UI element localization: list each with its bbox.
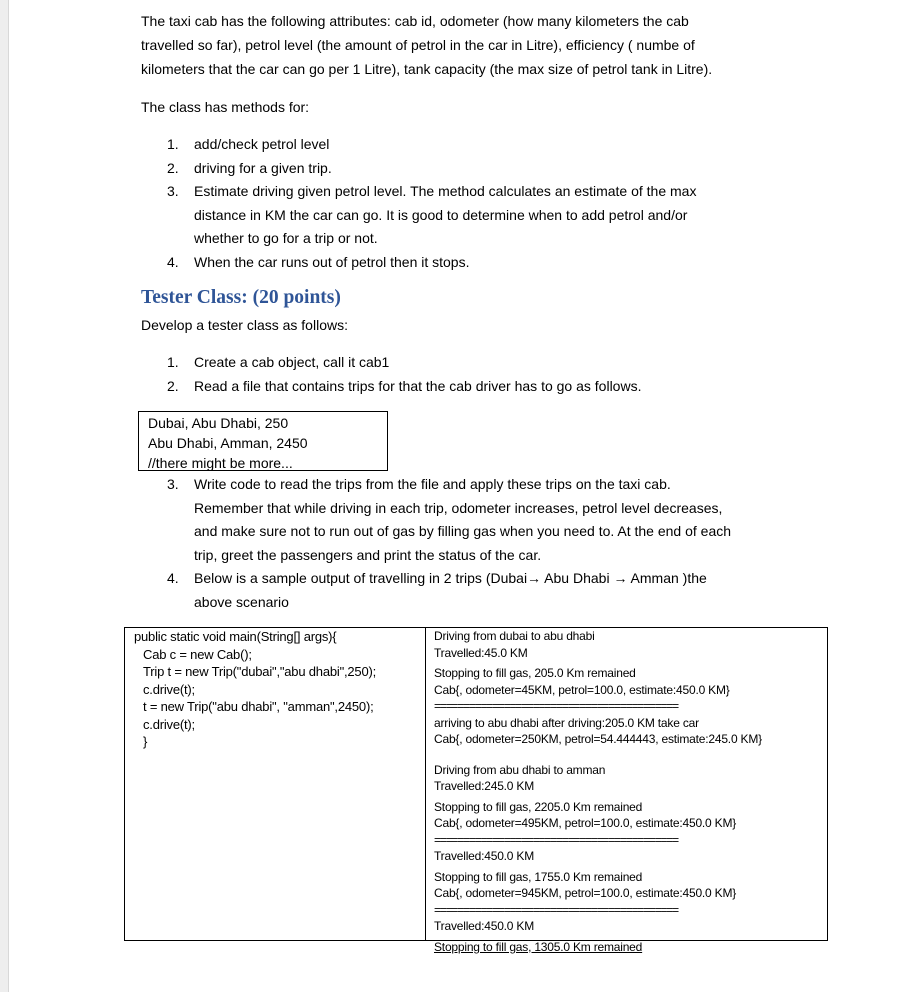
methods-list <box>167 133 797 274</box>
tester-steps-b <box>167 473 797 614</box>
output-line: Travelled:450.0 KM <box>434 849 535 863</box>
output-line: Stopping to fill gas, 1305.0 Km remained <box>434 939 643 954</box>
list-number: 3. <box>167 476 179 492</box>
list-number: 2. <box>167 377 179 394</box>
output-line: Stopping to fill gas, 1755.0 Km remained <box>434 869 643 884</box>
output-line: Travelled:450.0 KM <box>434 919 535 933</box>
list-item <box>167 251 797 275</box>
code-line: c.drive(t); <box>143 716 195 732</box>
intro-line: kilometers that the car can go per 1 Litre), tank capacity (the max size of petrol tank in Litre). <box>141 61 713 77</box>
section-heading: Tester Class: (20 points) <box>141 287 341 308</box>
tester-intro: Develop a tester class as follows: <box>141 317 348 333</box>
list-text: When the car runs out of petrol then it stops. <box>194 253 470 270</box>
intro-paragraph <box>141 9 801 81</box>
output-line: Travelled:45.0 KM <box>434 645 528 660</box>
list-item <box>167 473 797 567</box>
list-text: driving for a given trip. <box>194 159 332 176</box>
methods-intro: The class has methods for: <box>141 99 310 115</box>
output-column <box>427 628 827 954</box>
separator-line: ========================================== <box>434 902 678 917</box>
list-text: Create a cab object, call it cab1 <box>194 354 390 370</box>
list-item <box>167 133 797 157</box>
list-item <box>167 375 797 399</box>
output-line: Stopping to fill gas, 2205.0 Km remained <box>434 799 643 814</box>
output-line: Cab{, odometer=45KM, petrol=100.0, estimate:450.0 KM} <box>434 682 730 697</box>
code-line: c.drive(t); <box>143 681 195 697</box>
code-line: public static void main(String[] args){ <box>134 629 337 644</box>
code-line: Cab c = new Cab(); <box>143 646 252 662</box>
list-text: trip, greet the passengers and print the status of the car. <box>194 546 542 563</box>
separator-line: ========================================== <box>434 832 678 847</box>
list-text: and make sure not to run out of gas by filling gas when you need to. At the end of each <box>194 523 732 539</box>
list-text: Write code to read the trips from the file and apply these trips on the taxi cab. <box>194 476 671 492</box>
list-item <box>167 157 797 181</box>
list-text: Read a file that contains trips for that the cab driver has to go as follows. <box>194 377 642 394</box>
list-item <box>167 351 797 375</box>
list-number: 4. <box>167 253 179 270</box>
list-number: 2. <box>167 159 179 176</box>
code-line: t = new Trip("abu dhabi", "amman",2450); <box>143 699 374 714</box>
list-item <box>167 567 797 614</box>
output-line: Cab{, odometer=495KM, petrol=100.0, estimate:450.0 KM} <box>434 816 737 830</box>
output-line: Driving from dubai to abu dhabi <box>434 629 595 643</box>
trip-line: Abu Dhabi, Amman, 2450 <box>148 435 308 451</box>
output-line: arriving to abu dhabi after driving:205.0 KM take car <box>434 715 699 730</box>
list-number: 3. <box>167 183 179 199</box>
trip-line: Dubai, Abu Dhabi, 250 <box>148 415 289 431</box>
list-text: Below is a sample output of travelling in 2 trips (Dubai→ Abu Dhabi → Amman )the <box>194 570 707 586</box>
list-text: Estimate driving given petrol level. The method calculates an estimate of the max <box>194 183 697 199</box>
list-number: 1. <box>167 136 179 152</box>
intro-line: travelled so far), petrol level (the amount of petrol in the car in Litre), efficiency ( numbe of <box>141 37 695 53</box>
trip-line: //there might be more... <box>148 455 293 471</box>
list-number: 4. <box>167 570 179 586</box>
code-column <box>125 628 426 940</box>
list-text: distance in KM the car can go. It is good to determine when to add petrol and/or <box>194 206 688 223</box>
separator-line: ========================================== <box>434 699 678 713</box>
code-line: } <box>143 734 148 749</box>
output-line: Cab{, odometer=945KM, petrol=100.0, estimate:450.0 KM} <box>434 886 737 900</box>
code-line: Trip t = new Trip("dubai","abu dhabi",250); <box>143 664 377 679</box>
sample-code-table <box>124 627 828 954</box>
output-line: Driving from abu dhabi to amman <box>434 762 606 777</box>
list-text: Remember that while driving in each trip, odometer increases, petrol level decreases, <box>194 499 723 516</box>
list-text: above scenario <box>194 593 289 610</box>
list-number: 1. <box>167 354 179 370</box>
output-line: Travelled:245.0 KM <box>434 779 535 793</box>
output-line: Stopping to fill gas, 205.0 Km remained <box>434 666 636 680</box>
trips-file-box <box>138 411 388 471</box>
output-line: Cab{, odometer=250KM, petrol=54.444443, estimate:245.0 KM} <box>434 732 762 746</box>
list-text: whether to go for a trip or not. <box>194 230 378 246</box>
intro-line: The taxi cab has the following attributes: cab id, odometer (how many kilometers the cab <box>141 13 689 29</box>
tester-steps-a <box>167 351 797 398</box>
list-item <box>167 180 797 251</box>
list-text: add/check petrol level <box>194 136 330 152</box>
